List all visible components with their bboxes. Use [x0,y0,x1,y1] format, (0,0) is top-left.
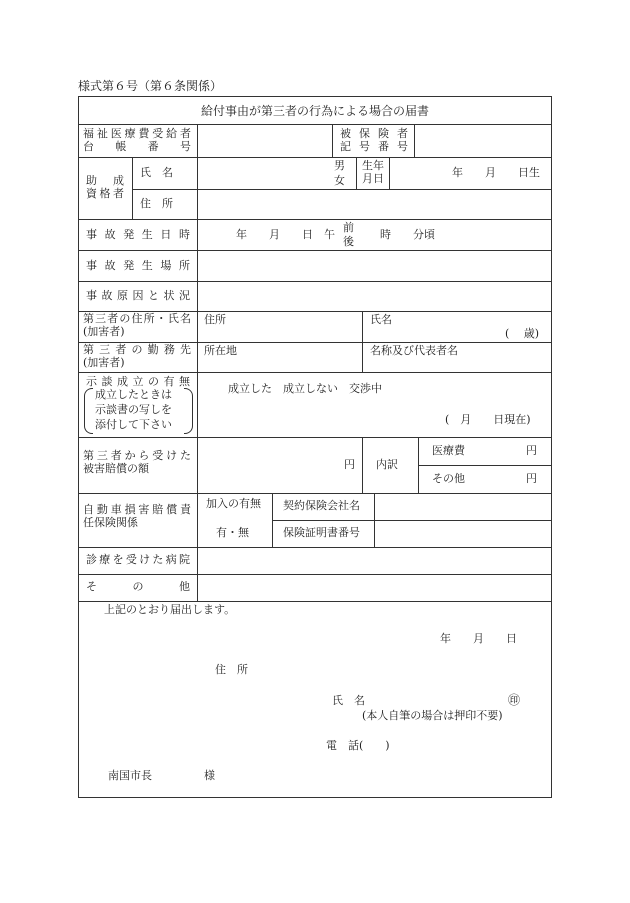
dob-label-line1: 生年 [362,159,384,172]
insurance-cert-label: 保険証明書番号 [283,526,360,539]
compensation-label-line2: 被害賠償の額 [83,461,149,475]
subsidy-label-line2: 資格者 [86,186,124,200]
welfare-recipient-label [83,128,193,153]
subsidy-label-line1: 助 成 [86,174,124,187]
form-title: 給付事由が第三者の行為による場合の届書 [200,104,429,118]
insured-label [340,128,410,153]
left-paren-mark [84,388,93,434]
breakdown-label: 内訳 [376,458,398,471]
seal-mark: ㊞ [508,693,521,707]
settlement-options: 成立した 成立しない 交渉中 [228,382,382,395]
ampm-after: 後 [343,235,354,248]
accident-cause-label [86,290,190,303]
right-paren-mark [184,388,193,434]
accident-datetime-value: 年 月 日 午 [236,228,335,241]
insurance-label-line1: 自動車損害賠償責 [83,503,191,516]
addressee: 南国市長 [108,769,152,782]
settlement-note-line1: 成立したときは [95,388,172,401]
form-number: 様式第６号（第６条関係） [78,79,223,93]
other-cost-unit: 円 [526,472,537,485]
honorific: 様 [204,769,215,782]
declaration-phone: 電 話( ) [326,739,390,752]
seal-note: (本人自筆の場合は押印不要) [362,709,503,722]
third-party-label-line2: (加害者) [83,324,125,338]
work-location: 所在地 [204,344,237,357]
work-company: 名称及び代表者名 [370,344,458,357]
declaration-text: 上記のとおり届出します。 [104,603,236,616]
declaration-address: 住 所 [215,663,248,676]
subsidy-label [86,175,124,200]
welfare-recipient-label-line2: 台 帳 番 号 [83,139,191,153]
welfare-recipient-label-line1: 福祉医療費受給者 [83,127,191,140]
insurance-label [83,504,191,529]
insured-label-line2: 記 号 番 号 [340,139,408,153]
accident-datetime-label-text: 事故発生日時 [86,228,190,241]
declaration-date: 年 月 日 [440,632,517,645]
medical-cost-label: 医療費 [432,444,465,457]
sex-male: 男 [334,159,345,172]
sex-female: 女 [334,174,345,187]
accident-cause-label-text: 事故原因と状況 [86,289,190,302]
settlement-note-line3: 添付して下さい [95,418,172,431]
settlement-note-line2: 示談書の写しを [95,403,172,416]
third-party-label [83,313,191,338]
address-label: 住 所 [140,197,173,210]
hospital-label-text: 診療を受けた病院 [86,553,190,566]
compensation-label [83,450,191,475]
compensation-label-line1: 第三者から受けた [83,449,191,462]
third-party-work-label-line1: 第 三 者 の 勤 務 先 [83,343,191,356]
declaration-name: 氏 名 [332,694,365,707]
enrollment-value: 有・無 [216,526,249,539]
third-party-address: 住所 [204,313,226,326]
third-party-work-label [83,344,191,369]
settlement-date: ( 月 日現在) [445,413,531,426]
third-party-age: ( 歳) [505,327,540,340]
other-label [86,581,190,594]
insurance-company-label: 契約保険会社名 [283,499,360,512]
ampm-before: 前 [343,221,354,234]
insurance-label-line2: 任保険関係 [83,515,138,529]
medical-cost-unit: 円 [526,444,537,457]
enrollment-label: 加入の有無 [206,497,261,510]
accident-place-label-text: 事故発生場所 [86,259,190,272]
dob-value: 年 月 日生 [452,166,540,179]
third-party-name: 氏名 [370,313,392,326]
name-label: 氏 名 [140,166,173,179]
third-party-label-line1: 第三者の住所・氏名 [83,312,191,325]
settlement-label [86,376,190,389]
time-value: 時 分頃 [380,228,435,241]
dob-label-line2: 月日 [362,171,384,185]
yen-total: 円 [344,458,355,471]
hospital-label [86,554,190,567]
dob-label [362,160,384,185]
third-party-work-label-line2: (加害者) [83,355,125,369]
other-cost-label: その他 [432,472,465,485]
settlement-note [86,388,189,434]
settlement-label-text: 示談成立の有無 [86,375,190,388]
insured-label-line1: 被 保 険 者 [340,127,408,140]
other-label-text: そ の 他 [86,580,190,593]
accident-datetime-label [86,229,190,242]
accident-place-label [86,260,190,273]
